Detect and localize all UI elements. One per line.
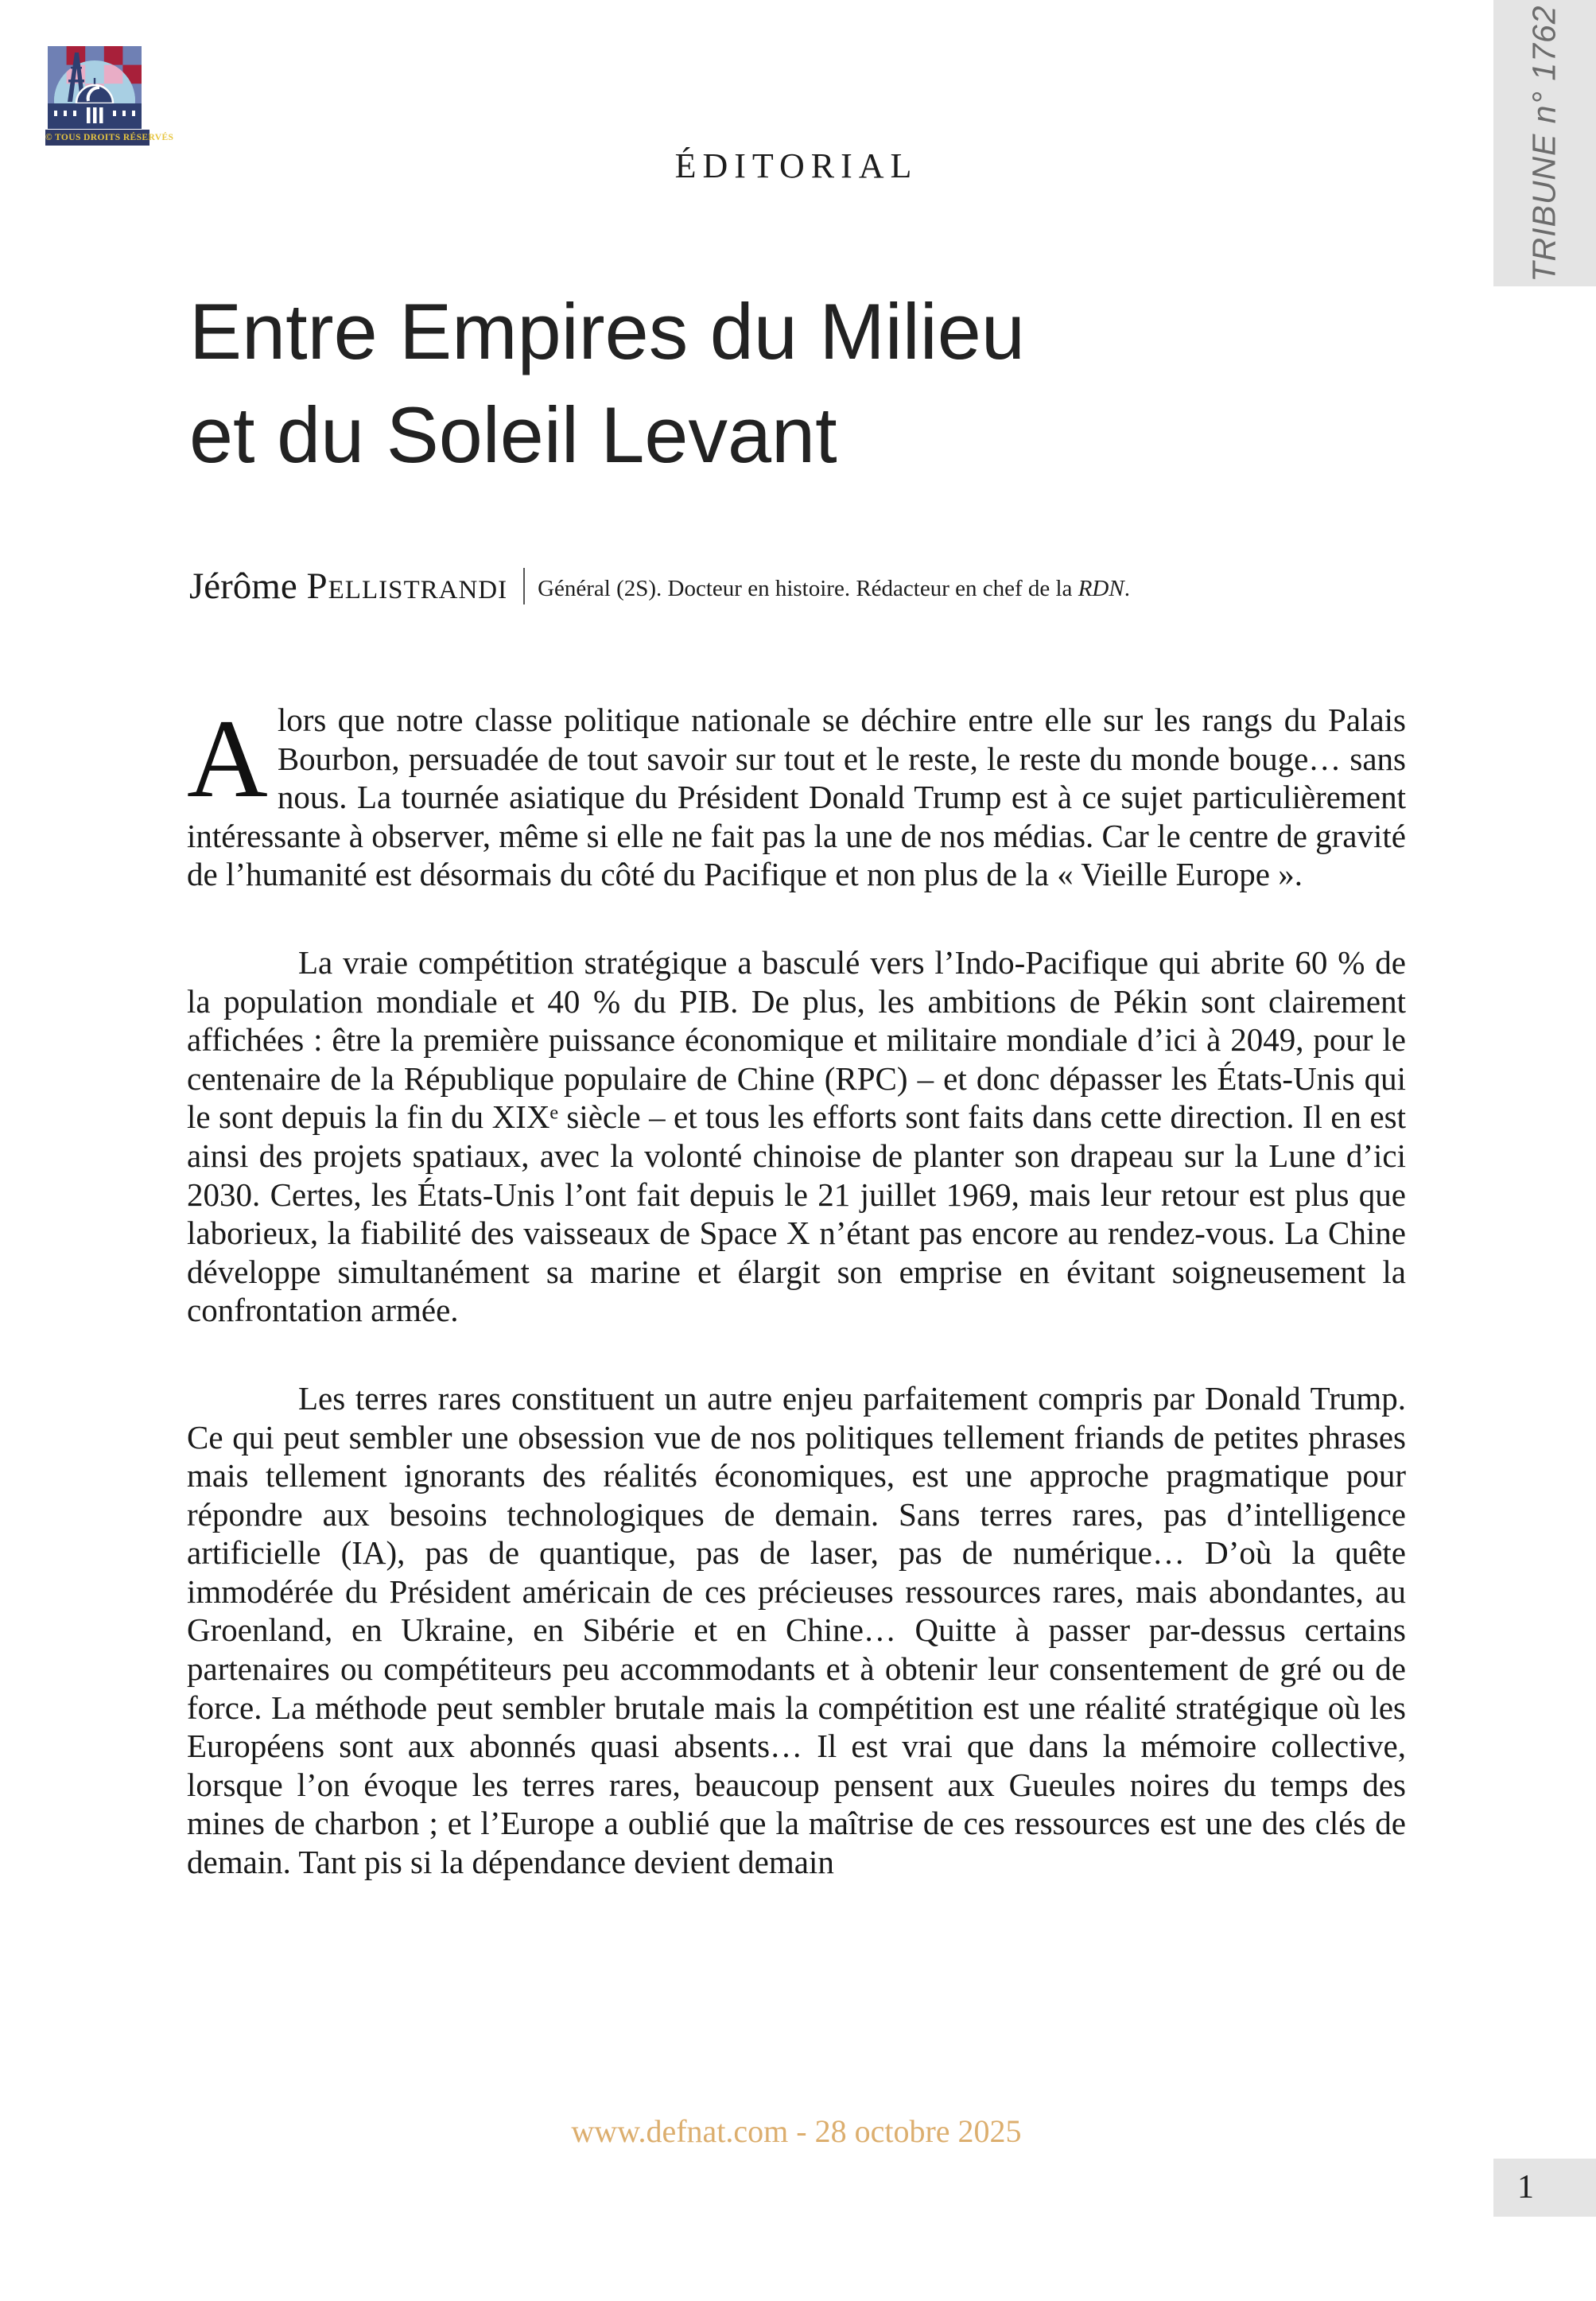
affiliation-journal-name: RDN bbox=[1078, 575, 1124, 601]
publisher-logo-image bbox=[48, 46, 142, 129]
author-affiliation bbox=[538, 571, 1130, 602]
footer-url-date: www.defnat.com - 28 octobre 2025 bbox=[571, 2113, 1022, 2149]
author-separator-bar bbox=[523, 568, 525, 604]
paragraph-1-text: lors que notre classe politique nationale se déchire entre elle sur les rangs du Palais Bourbon, persuadée de tout savoir sur tout et le reste, le reste du monde bouge… sans nous. La tournée asiatique du Président Donald Trump est à ce sujet particulièrement intéressante à observer, même si elle ne fait pas la une de nos médias. Car le centre de gravité de l’humanité est désormais du côté du Pacifique et non plus de la « Vieille Europe ». bbox=[187, 702, 1406, 893]
author-name bbox=[189, 565, 507, 608]
tribune-label: TRIBUNE n° 1762 bbox=[1526, 4, 1563, 282]
page-number-box bbox=[1493, 2159, 1596, 2217]
article-title-line-2: et du Soleil Levant bbox=[189, 391, 837, 479]
article-title bbox=[189, 280, 1025, 487]
logo-copyright: © TOUS DROITS RÉSERVÉS bbox=[45, 130, 150, 146]
page-number: 1 bbox=[1517, 2169, 1534, 2206]
drop-cap: A bbox=[187, 697, 268, 821]
publisher-logo bbox=[45, 46, 174, 146]
tribune-band bbox=[1493, 0, 1596, 286]
article-title-line-1: Entre Empires du Milieu bbox=[189, 287, 1025, 375]
paragraph-3: Les terres rares constituent un autre enjeu parfaitement compris par Donald Trump. Ce qui peut sembler une obsession vue de nos politiques tellement friands de petites phrases mais tellement ignorants des réalités économiques, est une approche pragmatique pour répondre aux besoins technologiques de demain. Sans terres rares, pas d’intelligence artificielle (IA), pas de quantique, pas de laser, pas de numérique… D’où la quête immodérée du Président américain de ces précieuses ressources rares, mais abondantes, au Groenland, en Ukraine, en Sibérie et en Chine… Quitte à passer par-dessus certains partenaires ou compétiteurs peu accommodants et à obtenir leur consentement de gré ou de force. La méthode peut sembler brutale mais la compétition est une réalité stratégique où les Européens sont aux abonnés quasi absents… Il est vrai que dans la mémoire collective, lorsque l’on évoque les terres rares, beaucoup pensent aux Gueules noires du temps des mines de charbon ; et l’Europe a oublié que la maîtrise de ces ressources est une des clés de demain. Tant pis si la dépendance devient demain bbox=[187, 1379, 1406, 1881]
author-row bbox=[189, 565, 1130, 608]
paragraph-1 bbox=[187, 697, 1406, 894]
paragraph-2: La vraie compétition stratégique a basculé vers l’Indo-Pacifique qui abrite 60 % de la population mondiale et 40 % du PIB. De plus, les ambitions de Pékin sont clairement affichées : être la première puissance économique et militaire mondiale d’ici à 2049, pour le centenaire de la République populaire de Chine (RPC) – et donc dépasser les États-Unis qui le sont depuis la fin du XIXᵉ siècle – et tous les efforts sont faits dans cette direction. Il en est ainsi des projets spatiaux, avec la volonté chinoise de planter son drapeau sur la Lune d’ici 2030. Certes, les États-Unis l’ont fait depuis le 21 juillet 1969, mais leur retour est plus que laborieux, la fiabilité des vaisseaux de Space X n’étant pas encore au rendez-vous. La Chine développe simultanément sa marine et élargit son emprise en évitant soigneusement la confrontation armée. bbox=[187, 943, 1406, 1329]
author-first-name: Jérôme bbox=[189, 566, 297, 607]
section-heading: ÉDITORIAL bbox=[674, 146, 918, 185]
affiliation-suffix: . bbox=[1124, 575, 1130, 601]
author-last-name: Pellistrandi bbox=[306, 566, 508, 607]
affiliation-text: Général (2S). Docteur en histoire. Rédacteur en chef de la bbox=[538, 575, 1078, 601]
article-body bbox=[187, 697, 1406, 1931]
